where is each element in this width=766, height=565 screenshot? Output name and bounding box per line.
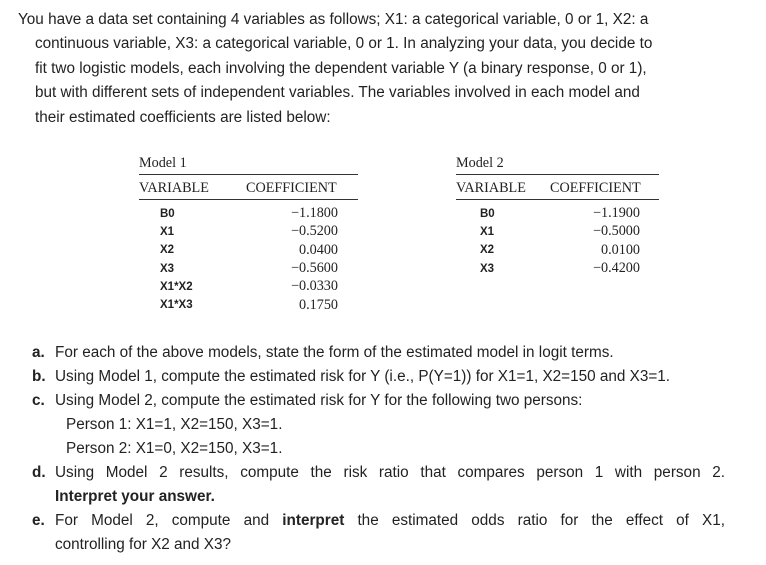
variable-cell: B0 [480,208,495,220]
table-rule [139,174,358,175]
column-header-variable: VARIABLE [456,180,526,196]
variable-cell: X1*X2 [160,281,193,293]
question-c-person-1 [32,413,732,437]
coefficient-cell: −1.1800 [290,205,338,221]
table-rule [456,174,659,175]
question-e [32,509,732,533]
question-a [32,341,732,365]
question-d-line-2 [32,485,732,509]
question-text [55,509,725,533]
variable-cell: X3 [160,263,175,275]
question-text: Using Model 1, compute the estimated risk for Y (i.e., P(Y=1)) for X1=1, X2=150 and X3=1. [55,368,671,385]
person-1-values: Person 1: X1=1, X2=150, X3=1. [66,416,283,433]
question-list [32,341,732,557]
coefficient-cell: −0.5000 [592,223,640,239]
intro-line: but with different sets of independent variables. The variables involved in each model and [35,84,640,102]
model-title: Model 2 [456,155,504,171]
question-text-part: the estimated odds ratio for the effect of X1, [357,512,726,529]
problem-intro [18,8,738,130]
question-text: For each of the above models, state the form of the estimated model in logit terms. [55,344,614,361]
variable-cell: X1 [480,226,495,238]
question-e-line-2 [32,533,732,557]
question-text-emphasis: interpret [282,512,345,529]
variable-cell: X3 [480,263,495,275]
intro-line: their estimated coefficients are listed below: [35,108,331,126]
variable-cell: X2 [160,244,175,256]
variable-cell: X2 [480,244,495,256]
coefficient-cell: 0.1750 [298,297,338,313]
table-rule [456,199,659,200]
variable-cell: B0 [160,208,175,220]
column-header-variable: VARIABLE [139,180,209,196]
question-text-bold: Interpret your answer. [55,488,215,505]
question-text: Using Model 2, compute the estimated risk for Y for the following two persons: [55,392,583,409]
question-d [32,461,732,485]
intro-line: fit two logistic models, each involving the dependent variable Y (a binary response, 0 or 1), [35,59,647,77]
coefficient-cell: −0.5600 [290,260,338,276]
coefficient-cell: −0.0330 [290,278,338,294]
coefficient-cell: −0.4200 [592,260,640,276]
question-letter: a. [32,344,45,361]
coefficient-cell: 0.0100 [600,242,640,258]
table-rule [139,199,358,200]
variable-cell: X1 [160,226,175,238]
coefficient-cell: −1.1900 [592,205,640,221]
question-c-person-2 [32,437,732,461]
intro-line: continuous variable, X3: a categorical variable, 0 or 1. In analyzing your data, you decide to [35,35,653,53]
question-c [32,389,732,413]
intro-line: You have a data set containing 4 variables as follows; X1: a categorical variable, 0 or 1, X2: a [18,11,649,28]
model-title: Model 1 [139,155,187,171]
question-letter: c. [32,392,45,409]
question-text: Using Model 2 results, compute the risk ratio that compares person 1 with person 2. [55,464,725,481]
column-header-coefficient: COEFFICIENT [246,180,337,196]
column-header-coefficient: COEFFICIENT [550,180,641,196]
question-text-part: For Model 2, compute and [55,512,270,529]
question-text: controlling for X2 and X3? [55,536,232,553]
question-letter: e. [32,512,45,529]
question-b [32,365,732,389]
coefficient-cell: −0.5200 [290,223,338,239]
question-letter: b. [32,368,46,385]
person-2-values: Person 2: X1=0, X2=150, X3=1. [66,440,283,457]
coefficient-cell: 0.0400 [298,242,338,258]
question-letter: d. [32,464,46,481]
variable-cell: X1*X3 [160,299,193,311]
